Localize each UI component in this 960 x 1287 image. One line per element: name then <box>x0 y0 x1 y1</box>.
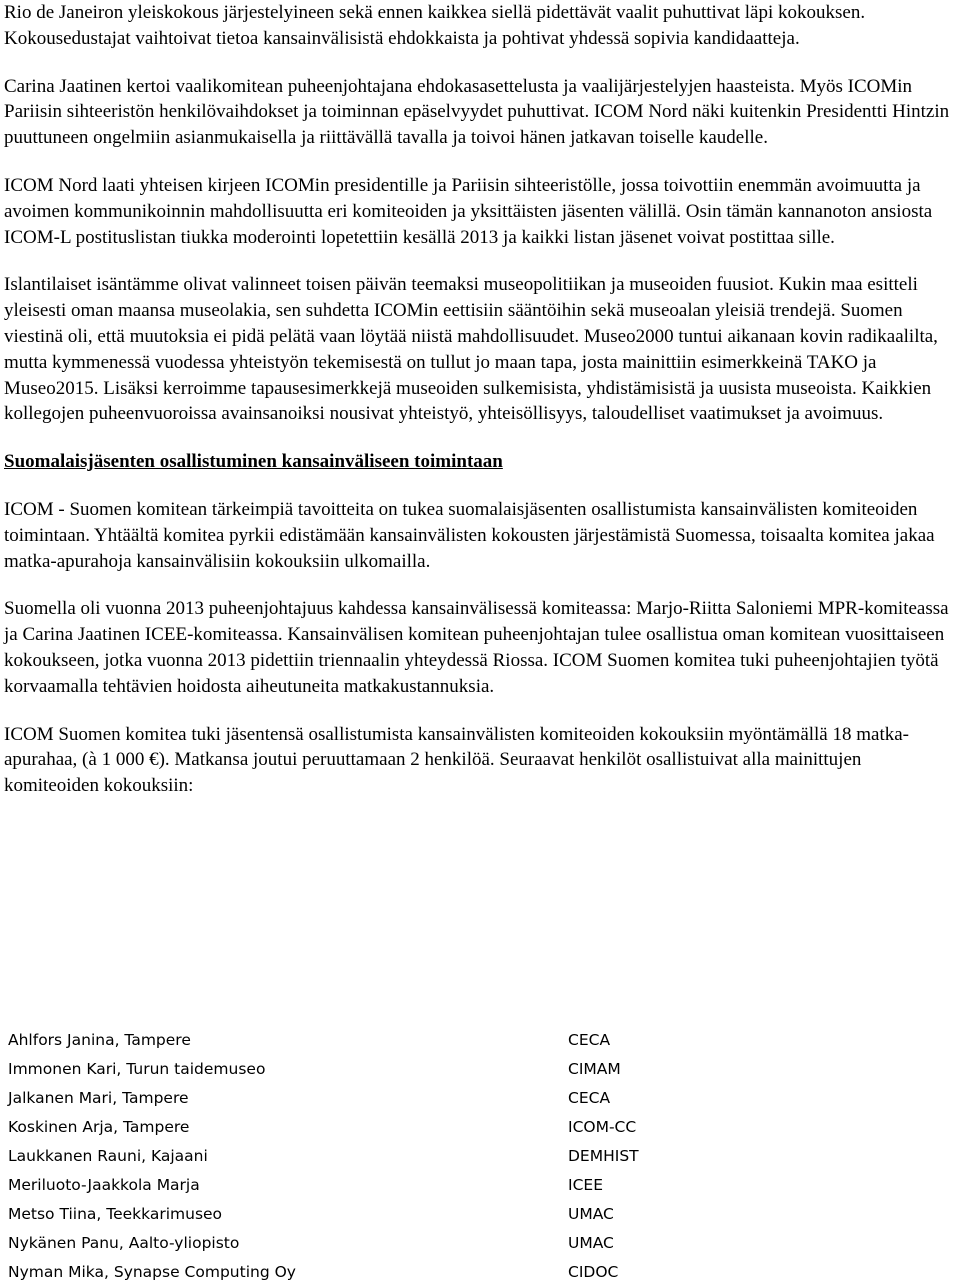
member-name: Nykänen Panu, Aalto-yliopisto <box>8 1234 240 1252</box>
member-committee: ICEE <box>568 1176 603 1194</box>
paragraph-chairmanships: Suomella oli vuonna 2013 puheenjohtajuus kahdessa kansainvälisessä komiteassa: Marjo-Riitta Saloniemi MPR-komiteassa ja Carina Jaatinen ICEE-komiteassa. Kansainvälisen komitean puheenjohtajan tulee osallistua oman komitean vuosittaiseen kokoukseen, jotka vuonna 2013 pidettiin triennaalin yhteydessä Riossa. ICOM Suomen komitea tuki puheenjohtajien työtä korvaamalla tehtävien hoidosta aiheutuneita matkakustannuksia. <box>4 598 949 697</box>
member-name: Metso Tiina, Teekkarimuseo <box>8 1205 223 1223</box>
member-name: Meriluoto-Jaakkola Marja <box>8 1176 200 1194</box>
member-committee: CECA <box>568 1031 611 1049</box>
member-committee: DEMHIST <box>568 1147 639 1165</box>
member-name: Immonen Kari, Turun taidemuseo <box>8 1060 266 1078</box>
paragraph-election-committee: Carina Jaatinen kertoi vaalikomitean puheenjohtajana ehdokasasettelusta ja vaalijärjestelyjen haasteista. Myös ICOMin Pariisin sihteeristön henkilövaihdokset ja toiminnan epäselvyydet puhuttivat. ICOM Nord näki kuitenkin Presidentti Hintzin puuttuneen ongelmiin asianmukaisella ja riittävällä tavalla ja toivoi hänen jatkavan toiselle kaudelle. <box>4 75 950 149</box>
list-item <box>8 1171 938 1200</box>
member-name: Jalkanen Mari, Tampere <box>8 1089 189 1107</box>
member-committee: UMAC <box>568 1205 614 1223</box>
member-committee-list <box>8 1026 938 1287</box>
section-heading: Suomalaisjäsenten osallistuminen kansainväliseen toimintaan <box>4 451 503 473</box>
list-item <box>8 1113 938 1142</box>
member-committee: CIDOC <box>568 1263 619 1281</box>
member-name: Laukkanen Rauni, Kajaani <box>8 1147 208 1165</box>
list-item <box>8 1055 938 1084</box>
paragraph-rio-general-assembly: Rio de Janeiron yleiskokous järjestelyineen sekä ennen kaikkea siellä pidettävät vaalit puhuttivat läpi kokouksen. Kokousedustajat vaihtoivat tietoa kansainvälisistä ehdokkaista ja pohtivat yhdessä sopivia kandidaatteja. <box>4 2 866 49</box>
document-page <box>4 0 958 799</box>
member-name: Ahlfors Janina, Tampere <box>8 1031 191 1049</box>
member-name: Nyman Mika, Synapse Computing Oy <box>8 1263 296 1281</box>
list-item <box>8 1142 938 1171</box>
list-item <box>8 1200 938 1229</box>
member-committee: CIMAM <box>568 1060 621 1078</box>
list-item <box>8 1229 938 1258</box>
member-committee: UMAC <box>568 1234 614 1252</box>
paragraph-museum-policy: Islantilaiset isäntämme olivat valinneet toisen päivän teemaksi museopolitiikan ja museoiden fuusiot. Kukin maa esitteli yleisesti oman maansa museolakia, sen suhdetta ICOMin eettisiin sääntöihin sekä museoalan yleisiä trendejä. Suomen viestinä oli, että muutoksia ei pidä pelätä vaan löytää niistä mahdollisuudet. Museo2000 tuntui aikanaan kovin radikaalilta, mutta kymmenessä vuodessa yhteistyön tekemisestä on tullut jo maan tapa, josta mainittiin esimerkkeinä TAKO ja Museo2015. Lisäksi kerroimme tapausesimerkkejä museoiden sulkemisista, yhdistämisistä ja uusista museoista. Kaikkien kollegojen puheenvuoroissa avainsanoiksi nousivat yhteistyö, yhteisöllisyys, taloudelliset vaatimukset ja avoimuus. <box>4 274 938 425</box>
list-item <box>8 1258 938 1287</box>
member-name: Koskinen Arja, Tampere <box>8 1118 190 1136</box>
list-item <box>8 1084 938 1113</box>
paragraph-travel-grants: ICOM Suomen komitea tuki jäsentensä osallistumista kansainvälisten komiteoiden kokouksiin myöntämällä 18 matka-apurahaa, (à 1 000 €). Matkansa joutui peruuttamaan 2 henkilöä. Seuraavat henkilöt osallistuivat alla mainittujen komiteoiden kokouksiin: <box>4 723 909 797</box>
member-committee: ICOM-CC <box>568 1118 637 1136</box>
paragraph-icom-nord-letter: ICOM Nord laati yhteisen kirjeen ICOMin presidentille ja Pariisin sihteeristölle, jossa toivottiin enemmän avoimuutta ja avoimen kommunikoinnin mahdollisuutta eri komiteoiden ja yksittäisten jäsenten välillä. Osin tämän kannanoton ansiosta ICOM-L postituslistan tiukka moderointi lopetettiin kesällä 2013 ja kaikki listan jäsenet voivat postittaa sille. <box>4 174 933 248</box>
list-item <box>8 1026 938 1055</box>
paragraph-committee-goals: ICOM - Suomen komitean tärkeimpiä tavoitteita on tukea suomalaisjäsenten osallistumista kansainvälisten komiteoiden toimintaan. Yhtäältä komitea pyrkii edistämään kansainvälisten kokousten järjestämistä Suomessa, toisaalta komitea jakaa matka-apurahoja kansainvälisiin kokouksiin ulkomailla. <box>4 498 935 572</box>
member-committee: CECA <box>568 1089 611 1107</box>
